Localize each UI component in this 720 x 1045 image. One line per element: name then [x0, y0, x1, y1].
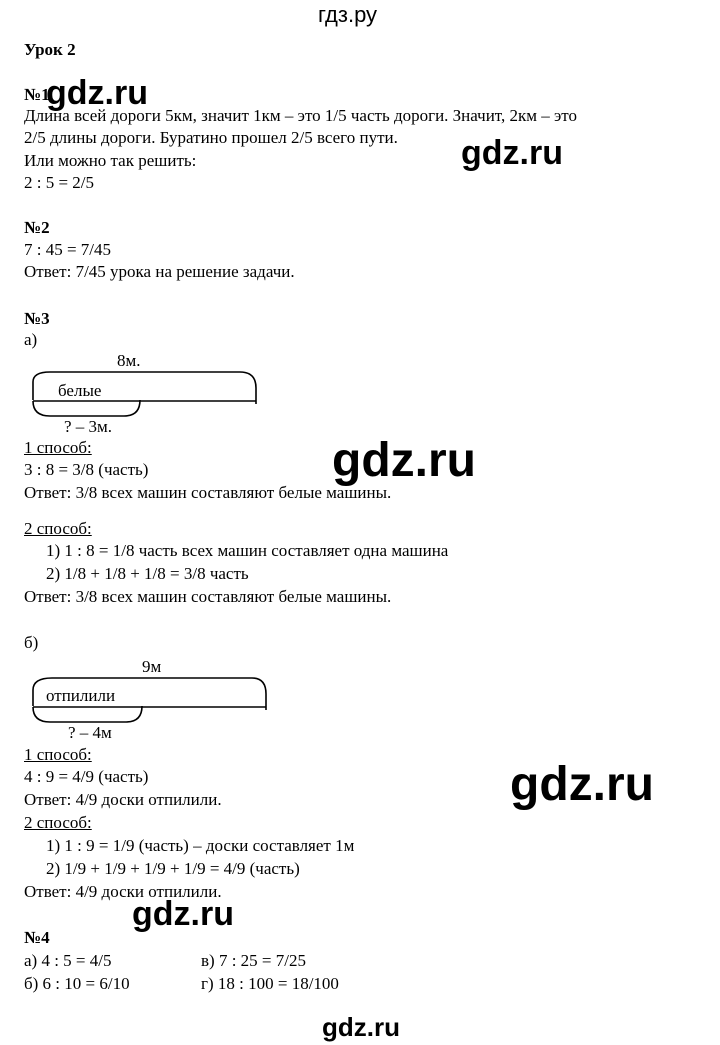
task3a-method2-step2: 2) 1/8 + 1/8 + 1/8 = 3/8 часть: [46, 564, 249, 583]
watermark: gdz.ru: [332, 434, 476, 487]
site-header: гдз.ру: [318, 2, 378, 27]
task4-item-a: а) 4 : 5 = 4/5: [24, 951, 112, 970]
task3b-label: б): [24, 633, 39, 652]
task3b-method1-line: 4 : 9 = 4/9 (часть): [24, 767, 149, 786]
diagram-b-part-brace: [33, 706, 142, 722]
diagram-b-inner-label: отпилили: [46, 686, 116, 705]
task1-line3: Или можно так решить:: [24, 151, 197, 170]
watermark: gdz.ru: [132, 895, 234, 933]
diagram-a-part-brace: [33, 400, 140, 416]
diagram-b-part-label: ? – 4м: [68, 723, 112, 742]
task4-item-g: г) 18 : 100 = 18/100: [201, 974, 339, 993]
task3b-answer1: Ответ: 4/9 доски отпилили.: [24, 790, 222, 809]
task3a-method2-step1: 1) 1 : 8 = 1/8 часть всех машин составляет одна машина: [46, 541, 449, 560]
task3a-answer1: Ответ: 3/8 всех машин составляют белые машины.: [24, 483, 392, 502]
task3b-method2-title: 2 способ:: [24, 813, 92, 832]
task2-answer: Ответ: 7/45 урока на решение задачи.: [24, 262, 295, 281]
task3b-method1-title: 1 способ:: [24, 745, 92, 764]
task3b-method2-step2: 2) 1/9 + 1/9 + 1/9 + 1/9 = 4/9 (часть): [46, 859, 300, 878]
watermark: gdz.ru: [461, 134, 563, 172]
watermark: gdz.ru: [510, 758, 654, 811]
task4-item-b: б) 6 : 10 = 6/10: [24, 974, 130, 993]
task3a-method1-title: 1 способ:: [24, 438, 92, 457]
task3a-label: а): [24, 330, 38, 349]
task4-number: №4: [24, 928, 50, 947]
task3b-method2-step1: 1) 1 : 9 = 1/9 (часть) – доски составляет 1м: [46, 836, 355, 855]
task1-line1: Длина всей дороги 5км, значит 1км – это 1/5 часть дороги. Значит, 2км – это: [24, 106, 577, 125]
task3b-answer2: Ответ: 4/9 доски отпилили.: [24, 882, 222, 901]
task2-line1: 7 : 45 = 7/45: [24, 240, 112, 259]
diagram-b-total-label: 9м: [142, 657, 162, 676]
diagram-a-part-label: ? – 3м.: [64, 417, 113, 436]
task1-line4: 2 : 5 = 2/5: [24, 173, 95, 192]
diagram-a-total-label: 8м.: [117, 351, 141, 370]
lesson-title: Урок 2: [24, 40, 76, 59]
task3a-method1-line: 3 : 8 = 3/8 (часть): [24, 460, 149, 479]
footer-watermark: gdz.ru: [322, 1012, 400, 1042]
task3a-method2-title: 2 способ:: [24, 519, 92, 538]
diagram-a-inner-label: белые: [58, 381, 102, 400]
task2-number: №2: [24, 218, 50, 237]
task3-number: №3: [24, 309, 50, 328]
watermark: gdz.ru: [46, 74, 148, 112]
task1-number: №1: [24, 85, 50, 104]
task4-item-v: в) 7 : 25 = 7/25: [201, 951, 306, 970]
task3a-answer2: Ответ: 3/8 всех машин составляют белые машины.: [24, 587, 392, 606]
task1-line2: 2/5 длины дороги. Буратино прошел 2/5 всего пути.: [24, 128, 398, 147]
